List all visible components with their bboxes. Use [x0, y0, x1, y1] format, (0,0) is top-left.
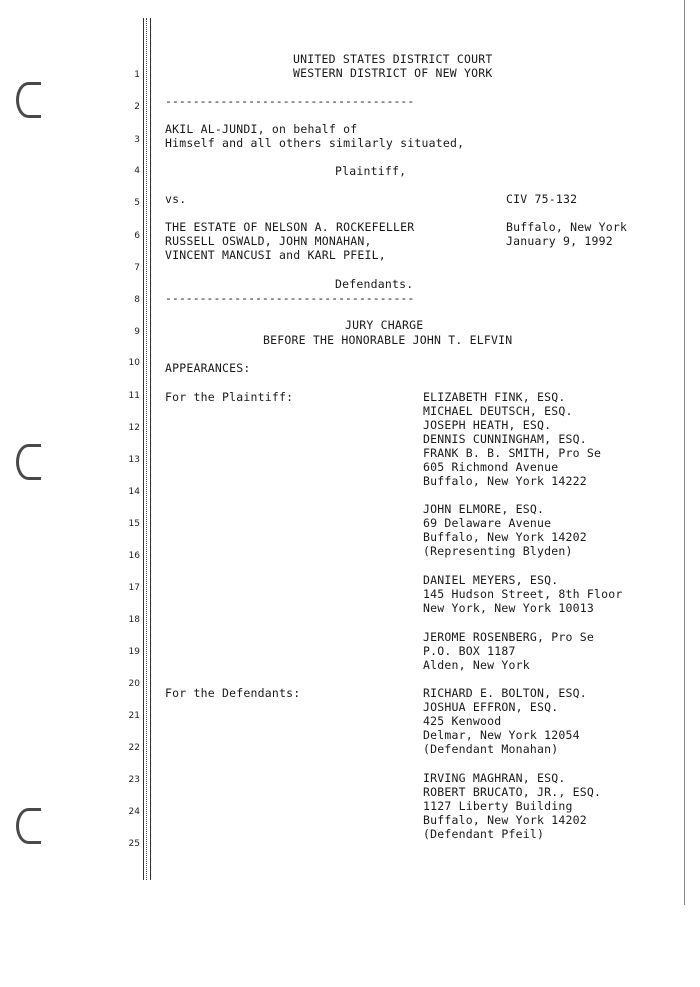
counsel-line: (Defendant Monahan) — [423, 742, 559, 756]
counsel-line: (Representing Blyden) — [423, 544, 573, 558]
document-subtitle: BEFORE THE HONORABLE JOHN T. ELFVIN — [263, 333, 513, 347]
caption-separator-bottom: ------------------------------------ — [165, 291, 415, 305]
line-number: 10 — [128, 358, 140, 368]
margin-rule-left-2 — [146, 18, 147, 880]
margin-rule-left-3 — [150, 18, 151, 880]
defendants-line-3: VINCENT MANCUSI and KARL PFEIL, — [165, 248, 386, 262]
counsel-line: Buffalo, New York 14222 — [423, 474, 587, 488]
plaintiff-description: Himself and all others similarly situated, — [165, 136, 465, 150]
defendants-line-2: RUSSELL OSWALD, JOHN MONAHAN, — [165, 234, 372, 248]
counsel-line: Alden, New York — [423, 658, 530, 672]
line-number: 14 — [128, 487, 140, 497]
counsel-line: ELIZABETH FINK, ESQ. — [423, 390, 566, 404]
margin-rule-right — [684, 0, 685, 905]
counsel-line: IRVING MAGHRAN, ESQ. — [423, 771, 566, 785]
hearing-location: Buffalo, New York — [506, 220, 628, 234]
for-defendants-label: For the Defendants: — [165, 686, 301, 700]
line-number: 1 — [134, 70, 140, 80]
line-number: 22 — [128, 743, 140, 753]
line-number: 16 — [128, 551, 140, 561]
punch-hole-middle — [16, 444, 41, 480]
line-number: 19 — [128, 647, 140, 657]
line-number: 7 — [134, 263, 140, 273]
line-number: 8 — [134, 295, 140, 305]
line-number: 11 — [128, 391, 140, 401]
counsel-line: JOHN ELMORE, ESQ. — [423, 502, 545, 516]
counsel-line: JOSEPH HEATH, ESQ. — [423, 418, 552, 432]
counsel-line: Buffalo, New York 14202 — [423, 530, 587, 544]
line-number: 9 — [134, 327, 140, 337]
plaintiff-role: Plaintiff, — [335, 164, 407, 178]
line-number: 6 — [134, 231, 140, 241]
line-number: 13 — [128, 455, 140, 465]
counsel-line: RICHARD E. BOLTON, ESQ. — [423, 686, 587, 700]
line-number: 20 — [128, 679, 140, 689]
counsel-line: 69 Delaware Avenue — [423, 516, 552, 530]
punch-hole-top — [16, 82, 41, 118]
plaintiff-name: AKIL AL-JUNDI, on behalf of — [165, 122, 358, 136]
caption-separator-top: ------------------------------------ — [165, 94, 415, 108]
case-number: CIV 75-132 — [506, 192, 578, 206]
hearing-date: January 9, 1992 — [506, 234, 613, 248]
counsel-line: 605 Richmond Avenue — [423, 460, 559, 474]
line-number: 15 — [128, 519, 140, 529]
counsel-line: JOSHUA EFFRON, ESQ. — [423, 700, 559, 714]
line-number: 5 — [134, 198, 140, 208]
for-plaintiff-label: For the Plaintiff: — [165, 390, 294, 404]
counsel-line: ROBERT BRUCATO, JR., ESQ. — [423, 785, 602, 799]
line-number: 25 — [128, 839, 140, 849]
counsel-line: DANIEL MEYERS, ESQ. — [423, 573, 559, 587]
counsel-line: FRANK B. B. SMITH, Pro Se — [423, 446, 602, 460]
court-name: UNITED STATES DISTRICT COURT — [293, 52, 493, 66]
counsel-line: 425 Kenwood — [423, 714, 502, 728]
counsel-line: (Defendant Pfeil) — [423, 827, 545, 841]
line-number: 3 — [134, 135, 140, 145]
counsel-line: MICHAEL DEUTSCH, ESQ. — [423, 404, 573, 418]
appearances-heading: APPEARANCES: — [165, 361, 251, 375]
line-number: 23 — [128, 775, 140, 785]
counsel-line: 145 Hudson Street, 8th Floor — [423, 587, 623, 601]
defendants-role: Defendants. — [335, 277, 414, 291]
line-number: 21 — [128, 711, 140, 721]
document-title: JURY CHARGE — [345, 318, 424, 332]
counsel-line: 1127 Liberty Building — [423, 799, 573, 813]
line-number: 18 — [128, 615, 140, 625]
counsel-line: Buffalo, New York 14202 — [423, 813, 587, 827]
versus: vs. — [165, 192, 187, 206]
line-number: 12 — [128, 423, 140, 433]
counsel-line: New York, New York 10013 — [423, 601, 594, 615]
defendants-line-1: THE ESTATE OF NELSON A. ROCKEFELLER — [165, 220, 415, 234]
line-number: 17 — [128, 583, 140, 593]
counsel-line: DENNIS CUNNINGHAM, ESQ. — [423, 432, 587, 446]
court-district: WESTERN DISTRICT OF NEW YORK — [293, 66, 493, 80]
counsel-line: JEROME ROSENBERG, Pro Se — [423, 630, 594, 644]
line-number: 4 — [134, 166, 140, 176]
punch-hole-bottom — [16, 808, 41, 844]
line-number: 2 — [134, 102, 140, 112]
counsel-line: Delmar, New York 12054 — [423, 728, 580, 742]
margin-rule-left-1 — [143, 18, 144, 880]
line-number: 24 — [128, 807, 140, 817]
counsel-line: P.O. BOX 1187 — [423, 644, 516, 658]
